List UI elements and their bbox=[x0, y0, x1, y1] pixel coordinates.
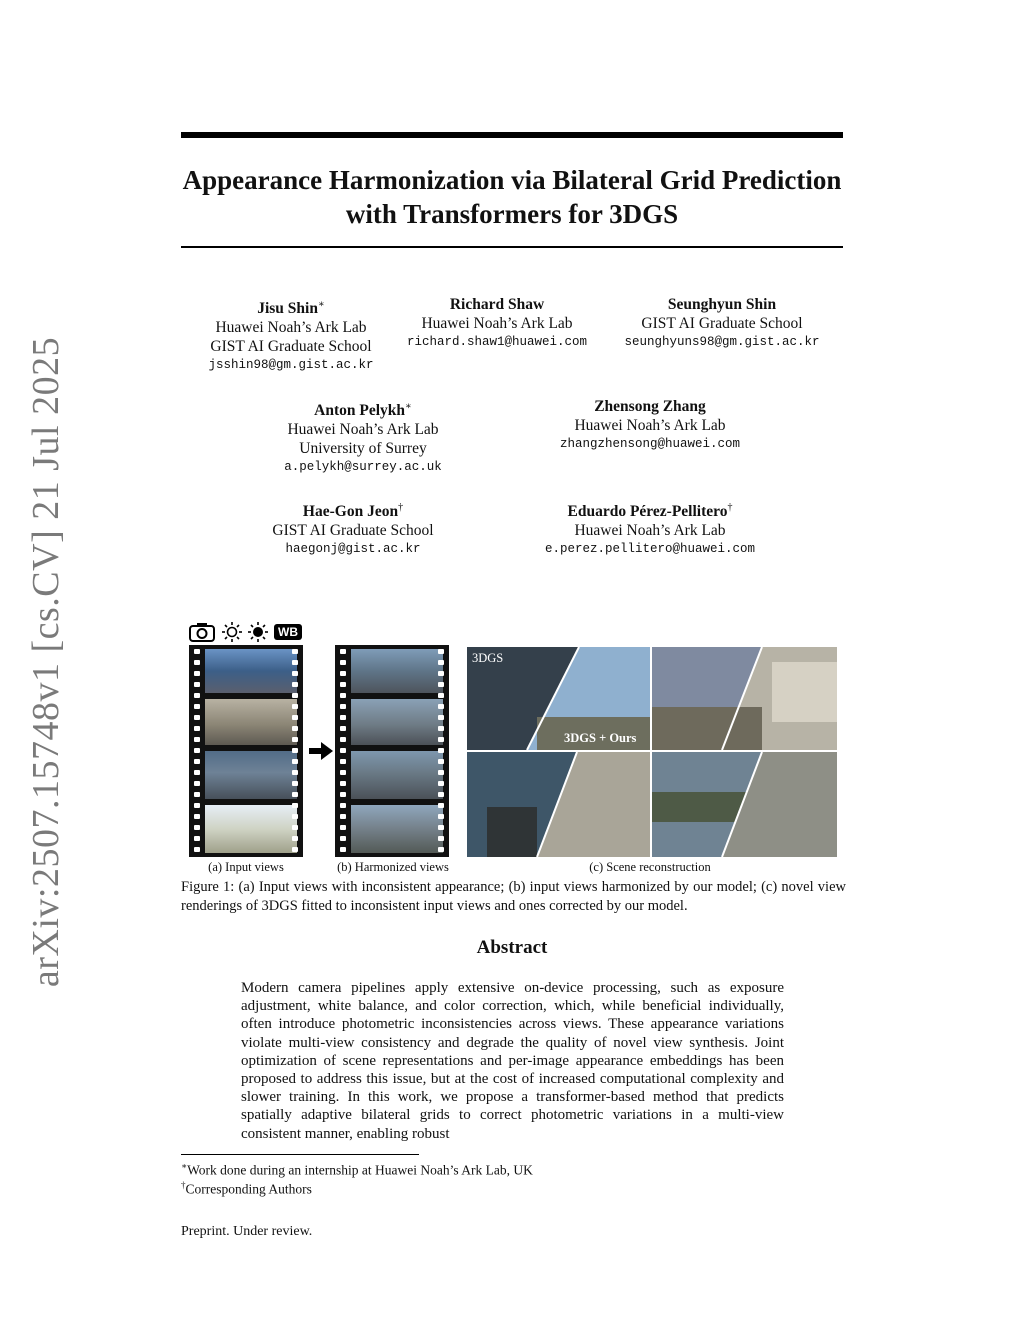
sprocket-hole bbox=[194, 847, 200, 852]
sprocket-hole bbox=[438, 770, 444, 775]
sprocket-hole bbox=[194, 671, 200, 676]
sprocket-holes bbox=[436, 645, 446, 857]
sprocket-hole bbox=[340, 726, 346, 731]
harmonized-view-image bbox=[351, 699, 443, 745]
sprocket-hole bbox=[292, 704, 298, 709]
sprocket-hole bbox=[438, 814, 444, 819]
author-name: Zhensong Zhang bbox=[594, 398, 706, 415]
sprocket-hole bbox=[292, 693, 298, 698]
author-email[interactable]: richard.shaw1@huawei.com bbox=[406, 335, 588, 349]
author-block bbox=[392, 295, 602, 352]
author-email[interactable]: a.pelykh@surrey.ac.uk bbox=[284, 460, 442, 475]
author-email[interactable]: seunghyuns98@gm.gist.ac.kr bbox=[624, 335, 820, 349]
sprocket-hole bbox=[194, 759, 200, 764]
footnote bbox=[181, 1176, 312, 1199]
sprocket-hole bbox=[340, 792, 346, 797]
sprocket-hole bbox=[292, 660, 298, 665]
sprocket-hole bbox=[340, 704, 346, 709]
sprocket-hole bbox=[292, 814, 298, 819]
author-name: Hae-Gon Jeon bbox=[302, 503, 399, 521]
right-arrow-icon bbox=[309, 742, 333, 760]
author-block bbox=[248, 498, 458, 559]
sprocket-hole bbox=[340, 847, 346, 852]
preprint-notice: Preprint. Under review. bbox=[181, 1224, 313, 1239]
author-name: Richard Shaw bbox=[449, 296, 545, 313]
sprocket-hole bbox=[292, 671, 298, 676]
sprocket-hole bbox=[340, 814, 346, 819]
author-email[interactable]: jsshin98@gm.gist.ac.kr bbox=[208, 358, 374, 373]
sprocket-hole bbox=[438, 682, 444, 687]
sprocket-hole bbox=[340, 671, 346, 676]
title-top-rule bbox=[181, 132, 843, 138]
sprocket-hole bbox=[438, 726, 444, 731]
input-views-filmstrip bbox=[189, 645, 303, 857]
tile-label-3dgs: 3DGS bbox=[472, 651, 504, 665]
author-email[interactable]: haegonj@gist.ac.kr bbox=[285, 542, 421, 557]
sprocket-hole bbox=[292, 803, 298, 808]
author-block bbox=[520, 498, 780, 559]
sprocket-hole bbox=[340, 836, 346, 841]
footnote-rule bbox=[181, 1154, 419, 1155]
sprocket-hole bbox=[438, 649, 444, 654]
sprocket-hole bbox=[340, 803, 346, 808]
input-view-image bbox=[205, 751, 297, 799]
author-name: Eduardo Pérez-Pellitero bbox=[567, 503, 728, 521]
sprocket-hole bbox=[340, 781, 346, 786]
author-block bbox=[186, 295, 396, 375]
input-view-image bbox=[205, 805, 297, 853]
sprocket-holes bbox=[192, 645, 202, 857]
author-block bbox=[540, 397, 760, 454]
sprocket-hole bbox=[340, 759, 346, 764]
harmonized-view-image bbox=[351, 805, 443, 853]
abstract-heading: Abstract bbox=[476, 937, 548, 958]
footnote-mark: ∗ bbox=[181, 1161, 188, 1171]
input-view-image bbox=[205, 699, 297, 745]
author-mark: † bbox=[727, 502, 733, 513]
sprocket-hole bbox=[292, 715, 298, 720]
sprocket-hole bbox=[438, 715, 444, 720]
author-affiliation: Huawei Noah’s Ark Lab bbox=[287, 421, 439, 439]
sprocket-hole bbox=[292, 682, 298, 687]
sprocket-hole bbox=[438, 847, 444, 852]
sprocket-hole bbox=[292, 726, 298, 731]
paper-title: Appearance Harmonization via Bilateral Grid Prediction with Transformers for 3DGS bbox=[182, 165, 842, 229]
sprocket-hole bbox=[194, 693, 200, 698]
author-affiliation: Huawei Noah’s Ark Lab bbox=[421, 315, 573, 332]
reconstruction-tile bbox=[467, 752, 650, 857]
sprocket-hole bbox=[438, 671, 444, 676]
title-bottom-rule bbox=[181, 246, 843, 248]
sprocket-hole bbox=[438, 737, 444, 742]
sprocket-hole bbox=[194, 792, 200, 797]
reconstruction-tile bbox=[652, 752, 837, 857]
harmonized-views-filmstrip bbox=[335, 645, 449, 857]
sprocket-hole bbox=[194, 715, 200, 720]
sprocket-hole bbox=[194, 649, 200, 654]
sprocket-hole bbox=[340, 649, 346, 654]
subcaption-a: (a) Input views bbox=[208, 860, 284, 874]
author-mark: † bbox=[398, 502, 404, 513]
sprocket-hole bbox=[438, 660, 444, 665]
author-name: Anton Pelykh bbox=[314, 402, 406, 420]
author-affiliation: GIST AI Graduate School bbox=[210, 338, 372, 356]
sprocket-hole bbox=[340, 715, 346, 720]
footnote-mark: † bbox=[181, 1180, 186, 1190]
author-name: Jisu Shin bbox=[257, 300, 318, 318]
sprocket-hole bbox=[292, 836, 298, 841]
sprocket-hole bbox=[292, 825, 298, 830]
arxiv-identifier: arXiv:2507.15748v1 [cs.CV] 21 Jul 2025 bbox=[25, 336, 67, 988]
sprocket-holes bbox=[338, 645, 348, 857]
sprocket-hole bbox=[438, 693, 444, 698]
footnote-text: Corresponding Authors bbox=[185, 1181, 312, 1197]
sprocket-hole bbox=[438, 704, 444, 709]
sprocket-holes bbox=[290, 645, 300, 857]
sprocket-hole bbox=[340, 660, 346, 665]
sprocket-hole bbox=[194, 825, 200, 830]
white-balance-icon: WB bbox=[274, 624, 302, 640]
author-name: Seunghyun Shin bbox=[667, 296, 777, 313]
sprocket-hole bbox=[194, 737, 200, 742]
sprocket-hole bbox=[438, 748, 444, 753]
author-block bbox=[258, 397, 468, 477]
reconstruction-tile bbox=[652, 647, 837, 750]
reconstruction-tile bbox=[467, 647, 650, 750]
author-affiliation: University of Surrey bbox=[299, 440, 427, 458]
footnote-text: Work done during an internship at Huawei Noah’s Ark Lab, UK bbox=[187, 1162, 533, 1178]
sprocket-hole bbox=[340, 682, 346, 687]
abstract-body: Modern camera pipelines apply extensive on-device processing, such as exposure adjustment, white balance, and color correction, which, while beneficial individually, often introduce photometric inconsistencies across views. These appearance variations violate multi-view consistency and degrade the quality of novel view synthesis. Joint optimization of scene representations and per-image appearance embeddings has been proposed to address this issue, but at the cost of increased computational complexity and slower training. In this work, we propose a transformer-based method that predicts spatially adaptive bilateral grids to correct photometric variations in a multi-view consistent manner, enabling robust bbox=[241, 980, 784, 1142]
input-view-image bbox=[205, 649, 297, 693]
sun-filled-icon bbox=[246, 622, 270, 642]
subcaption-b: (b) Harmonized views bbox=[337, 860, 449, 874]
sprocket-hole bbox=[292, 759, 298, 764]
sprocket-hole bbox=[292, 737, 298, 742]
author-affiliation: GIST AI Graduate School bbox=[272, 522, 434, 540]
sprocket-hole bbox=[340, 693, 346, 698]
sprocket-hole bbox=[194, 660, 200, 665]
tile-label-3dgs-ours: 3DGS + Ours bbox=[564, 731, 637, 745]
author-affiliation: Huawei Noah’s Ark Lab bbox=[215, 319, 367, 337]
sprocket-hole bbox=[340, 770, 346, 775]
sprocket-hole bbox=[438, 792, 444, 797]
sprocket-hole bbox=[438, 836, 444, 841]
author-affiliation: GIST AI Graduate School bbox=[641, 315, 803, 332]
sprocket-hole bbox=[194, 814, 200, 819]
sprocket-hole bbox=[340, 825, 346, 830]
sprocket-hole bbox=[438, 803, 444, 808]
sprocket-hole bbox=[340, 737, 346, 742]
sprocket-hole bbox=[292, 792, 298, 797]
subcaption-c: (c) Scene reconstruction bbox=[589, 860, 711, 874]
sprocket-hole bbox=[438, 781, 444, 786]
sprocket-hole bbox=[292, 781, 298, 786]
harmonized-view-image bbox=[351, 649, 443, 693]
author-email[interactable]: zhangzhensong@huawei.com bbox=[559, 437, 741, 451]
author-mark: ∗ bbox=[317, 299, 325, 310]
sprocket-hole bbox=[194, 781, 200, 786]
sprocket-hole bbox=[194, 726, 200, 731]
author-block bbox=[607, 295, 837, 352]
harmonized-view-image bbox=[351, 751, 443, 799]
author-mark: ∗ bbox=[405, 401, 412, 412]
sprocket-hole bbox=[194, 836, 200, 841]
sprocket-hole bbox=[340, 748, 346, 753]
figure-caption: Figure 1: (a) Input views with inconsistent appearance; (b) input views harmonized by our model; (c) novel view renderings of 3DGS fitted to inconsistent input views and ones corrected by our model. bbox=[181, 879, 846, 914]
sprocket-hole bbox=[194, 748, 200, 753]
sprocket-hole bbox=[194, 803, 200, 808]
author-affiliation: Huawei Noah’s Ark Lab bbox=[574, 417, 726, 434]
sun-outline-icon bbox=[220, 622, 244, 642]
sprocket-hole bbox=[438, 825, 444, 830]
author-affiliation: Huawei Noah’s Ark Lab bbox=[574, 522, 726, 540]
camera-settings-icons bbox=[188, 622, 304, 642]
sprocket-hole bbox=[194, 682, 200, 687]
sprocket-hole bbox=[292, 748, 298, 753]
sprocket-hole bbox=[438, 759, 444, 764]
sprocket-hole bbox=[194, 704, 200, 709]
sprocket-hole bbox=[292, 770, 298, 775]
sprocket-hole bbox=[292, 847, 298, 852]
sprocket-hole bbox=[194, 770, 200, 775]
author-email[interactable]: e.perez.pellitero@huawei.com bbox=[544, 542, 756, 557]
sprocket-hole bbox=[292, 649, 298, 654]
